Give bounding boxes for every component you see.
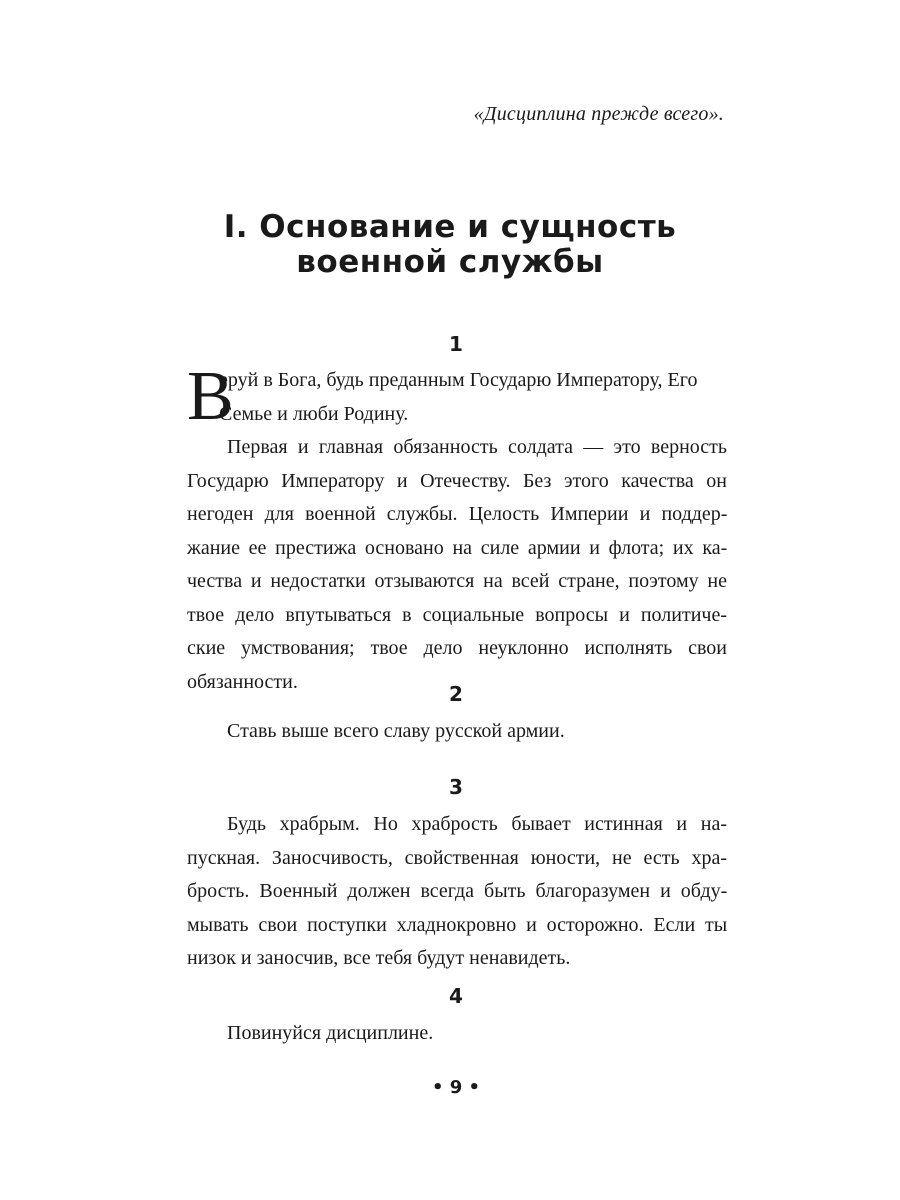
paragraph-line: Будь храбрым. Но храбрость бывает истинная и на- (227, 813, 727, 835)
paragraph-line: Повинуйся дисциплине. (227, 1022, 434, 1044)
paragraph-line: низок и заносчив, все тебя будут ненавидеть. (187, 947, 571, 969)
paragraph-line: ские умствования; твое дело неуклонно исполнять свои (187, 637, 727, 659)
section-4-paragraph (187, 1017, 727, 1051)
section-number-2: 2 (449, 682, 463, 706)
section-1-paragraph (187, 431, 727, 699)
paragraph-line: жание ее престижа основано на силе армии и флота; их ка- (187, 536, 728, 559)
paragraph-line: негоден для военной службы. Целость Империи и поддер- (187, 503, 728, 525)
drop-cap: В (187, 358, 234, 435)
paragraph-line: Ставь выше всего славу русской армии. (227, 720, 565, 742)
chapter-title (100, 210, 800, 280)
page-number: • 9 • (431, 1077, 481, 1098)
paragraph-line: обязанности. (187, 670, 298, 693)
section-1-line-1: еруй в Бога, будь преданным Государю Императору, Его (219, 369, 698, 391)
chapter-title-line-2: военной службы (296, 244, 604, 280)
section-1-opening (187, 358, 727, 435)
section-2-paragraph (187, 715, 727, 749)
epigraph: «Дисциплина прежде всего». (473, 103, 724, 125)
paragraph-line: чества и недостатки отзываются на всей стране, поэтому не (187, 570, 727, 592)
section-3-paragraph (187, 808, 727, 976)
paragraph-line: Государю Императору и Отечеству. Без этого качества он (187, 469, 727, 492)
chapter-title-line-1: I. Основание и сущность (223, 209, 677, 245)
section-number-1: 1 (449, 332, 463, 356)
paragraph-line: Первая и главная обязанность солдата — это верность (227, 436, 728, 458)
section-number-3: 3 (449, 775, 463, 799)
section-number-4: 4 (449, 984, 463, 1008)
paragraph-line: мывать свои поступки хладнокровно и осторожно. Если ты (187, 913, 728, 936)
paragraph-line: твое дело впутываться в социальные вопросы и политиче- (187, 603, 727, 626)
paragraph-line: пускная. Заносчивость, свойственная юности, не есть хра- (187, 846, 727, 869)
paragraph-line: брость. Военный должен всегда быть благоразумен и обду- (187, 880, 728, 902)
section-1-line-2: Семье и люби Родину. (219, 402, 409, 425)
